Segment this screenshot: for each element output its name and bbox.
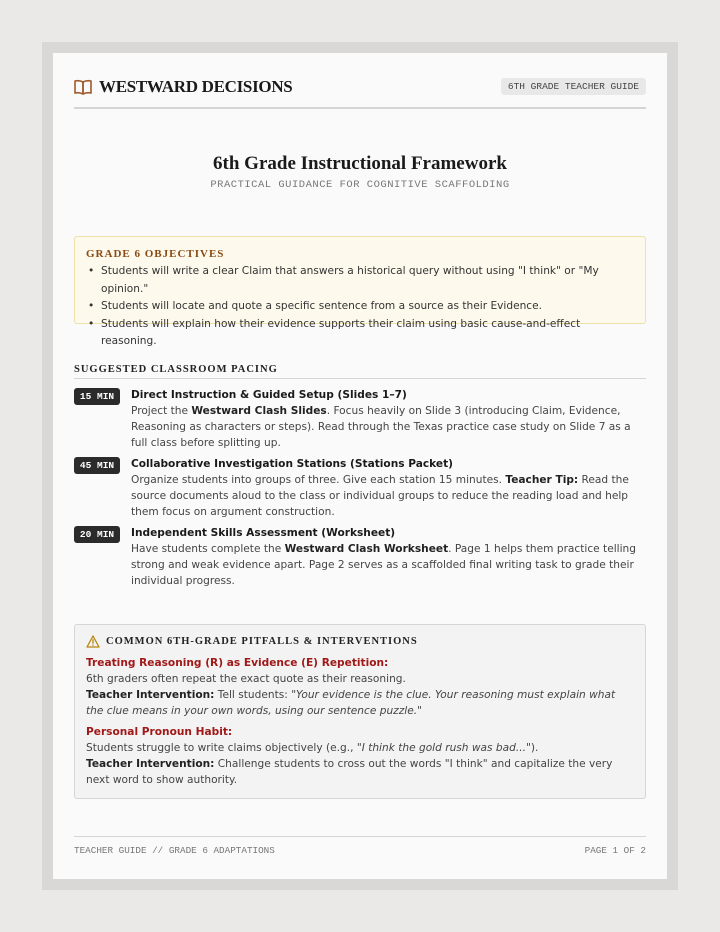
document-header bbox=[74, 75, 646, 109]
pacing-heading: Collaborative Investigation Stations (Stations Packet) bbox=[131, 458, 453, 470]
open-book-icon bbox=[74, 79, 92, 95]
pacing-description: Have students complete the Westward Clash Worksheet. Page 1 helps them practice telling strong and weak evidence apart. Page 2 serves as a scaffolded final writing task to grade their individual progress. bbox=[131, 543, 636, 587]
title-block bbox=[74, 153, 646, 191]
objectives-list bbox=[86, 263, 634, 351]
document-page bbox=[53, 53, 667, 879]
pacing-description: Project the Westward Clash Slides. Focus heavily on Slide 3 (introducing Claim, Evidence, Reasoning as characters or steps). Read through the Texas practice case study on Slide 7 as a full class before splitting up. bbox=[131, 405, 631, 449]
objective-item: • Students will write a clear Claim that answers a historical query without using "I think" or "My opinion." bbox=[86, 263, 634, 298]
objectives-box bbox=[74, 236, 646, 347]
objectives-title: GRADE 6 OBJECTIVES bbox=[86, 248, 225, 260]
pacing-title: SUGGESTED CLASSROOM PACING bbox=[74, 364, 646, 379]
pitfall-item bbox=[86, 656, 634, 719]
brand-name: WESTWARD DECISIONS bbox=[99, 77, 293, 96]
pitfall-item bbox=[86, 725, 634, 788]
pitfall-name: Personal Pronoun Habit: bbox=[86, 726, 233, 738]
pacing-heading: Direct Instruction & Guided Setup (Slides 1–7) bbox=[131, 389, 407, 401]
pitfalls-header bbox=[86, 635, 634, 648]
pitfalls-title: COMMON 6TH-GRADE PITFALLS & INTERVENTIONS bbox=[106, 636, 418, 647]
brand bbox=[74, 77, 292, 97]
time-badge: 15 MIN bbox=[74, 388, 120, 405]
pitfall-intervention: Teacher Intervention: Tell students: "Your evidence is the clue. Your reasoning must explain what the clue means in your own words, using our sentence puzzle." bbox=[86, 689, 616, 717]
objective-item: • Students will explain how their evidence supports their claim using basic cause-and-effect reasoning. bbox=[86, 316, 634, 351]
page-subtitle: PRACTICAL GUIDANCE FOR COGNITIVE SCAFFOLDING bbox=[210, 179, 510, 191]
footer-left: TEACHER GUIDE // GRADE 6 ADAPTATIONS bbox=[74, 845, 275, 856]
page-footer bbox=[74, 836, 646, 856]
page-title: 6th Grade Instructional Framework bbox=[213, 153, 507, 174]
pacing-description: Organize students into groups of three. Give each station 15 minutes. Teacher Tip: Read the source documents aloud to the class or individual groups to reduce the reading load and help them focus on argument construction. bbox=[131, 474, 629, 518]
page-number: PAGE 1 OF 2 bbox=[584, 845, 646, 856]
time-badge: 45 MIN bbox=[74, 457, 120, 474]
objective-item: • Students will locate and quote a specific sentence from a source as their Evidence. bbox=[86, 298, 634, 316]
pacing-heading: Independent Skills Assessment (Worksheet) bbox=[131, 527, 396, 539]
pitfalls-box bbox=[74, 624, 646, 799]
pitfall-description: Students struggle to write claims objectively (e.g., "I think the gold rush was bad..."). bbox=[86, 742, 539, 754]
time-badge: 20 MIN bbox=[74, 526, 120, 543]
pitfall-name: Treating Reasoning (R) as Evidence (E) Repetition: bbox=[86, 657, 389, 669]
pitfall-intervention: Teacher Intervention: Challenge students to cross out the words "I think" and capitalize the very next word to show authority. bbox=[86, 758, 613, 786]
warning-icon bbox=[86, 635, 100, 648]
guide-badge: 6TH GRADE TEACHER GUIDE bbox=[501, 78, 646, 95]
pitfall-description: 6th graders often repeat the exact quote as their reasoning. bbox=[86, 673, 406, 685]
